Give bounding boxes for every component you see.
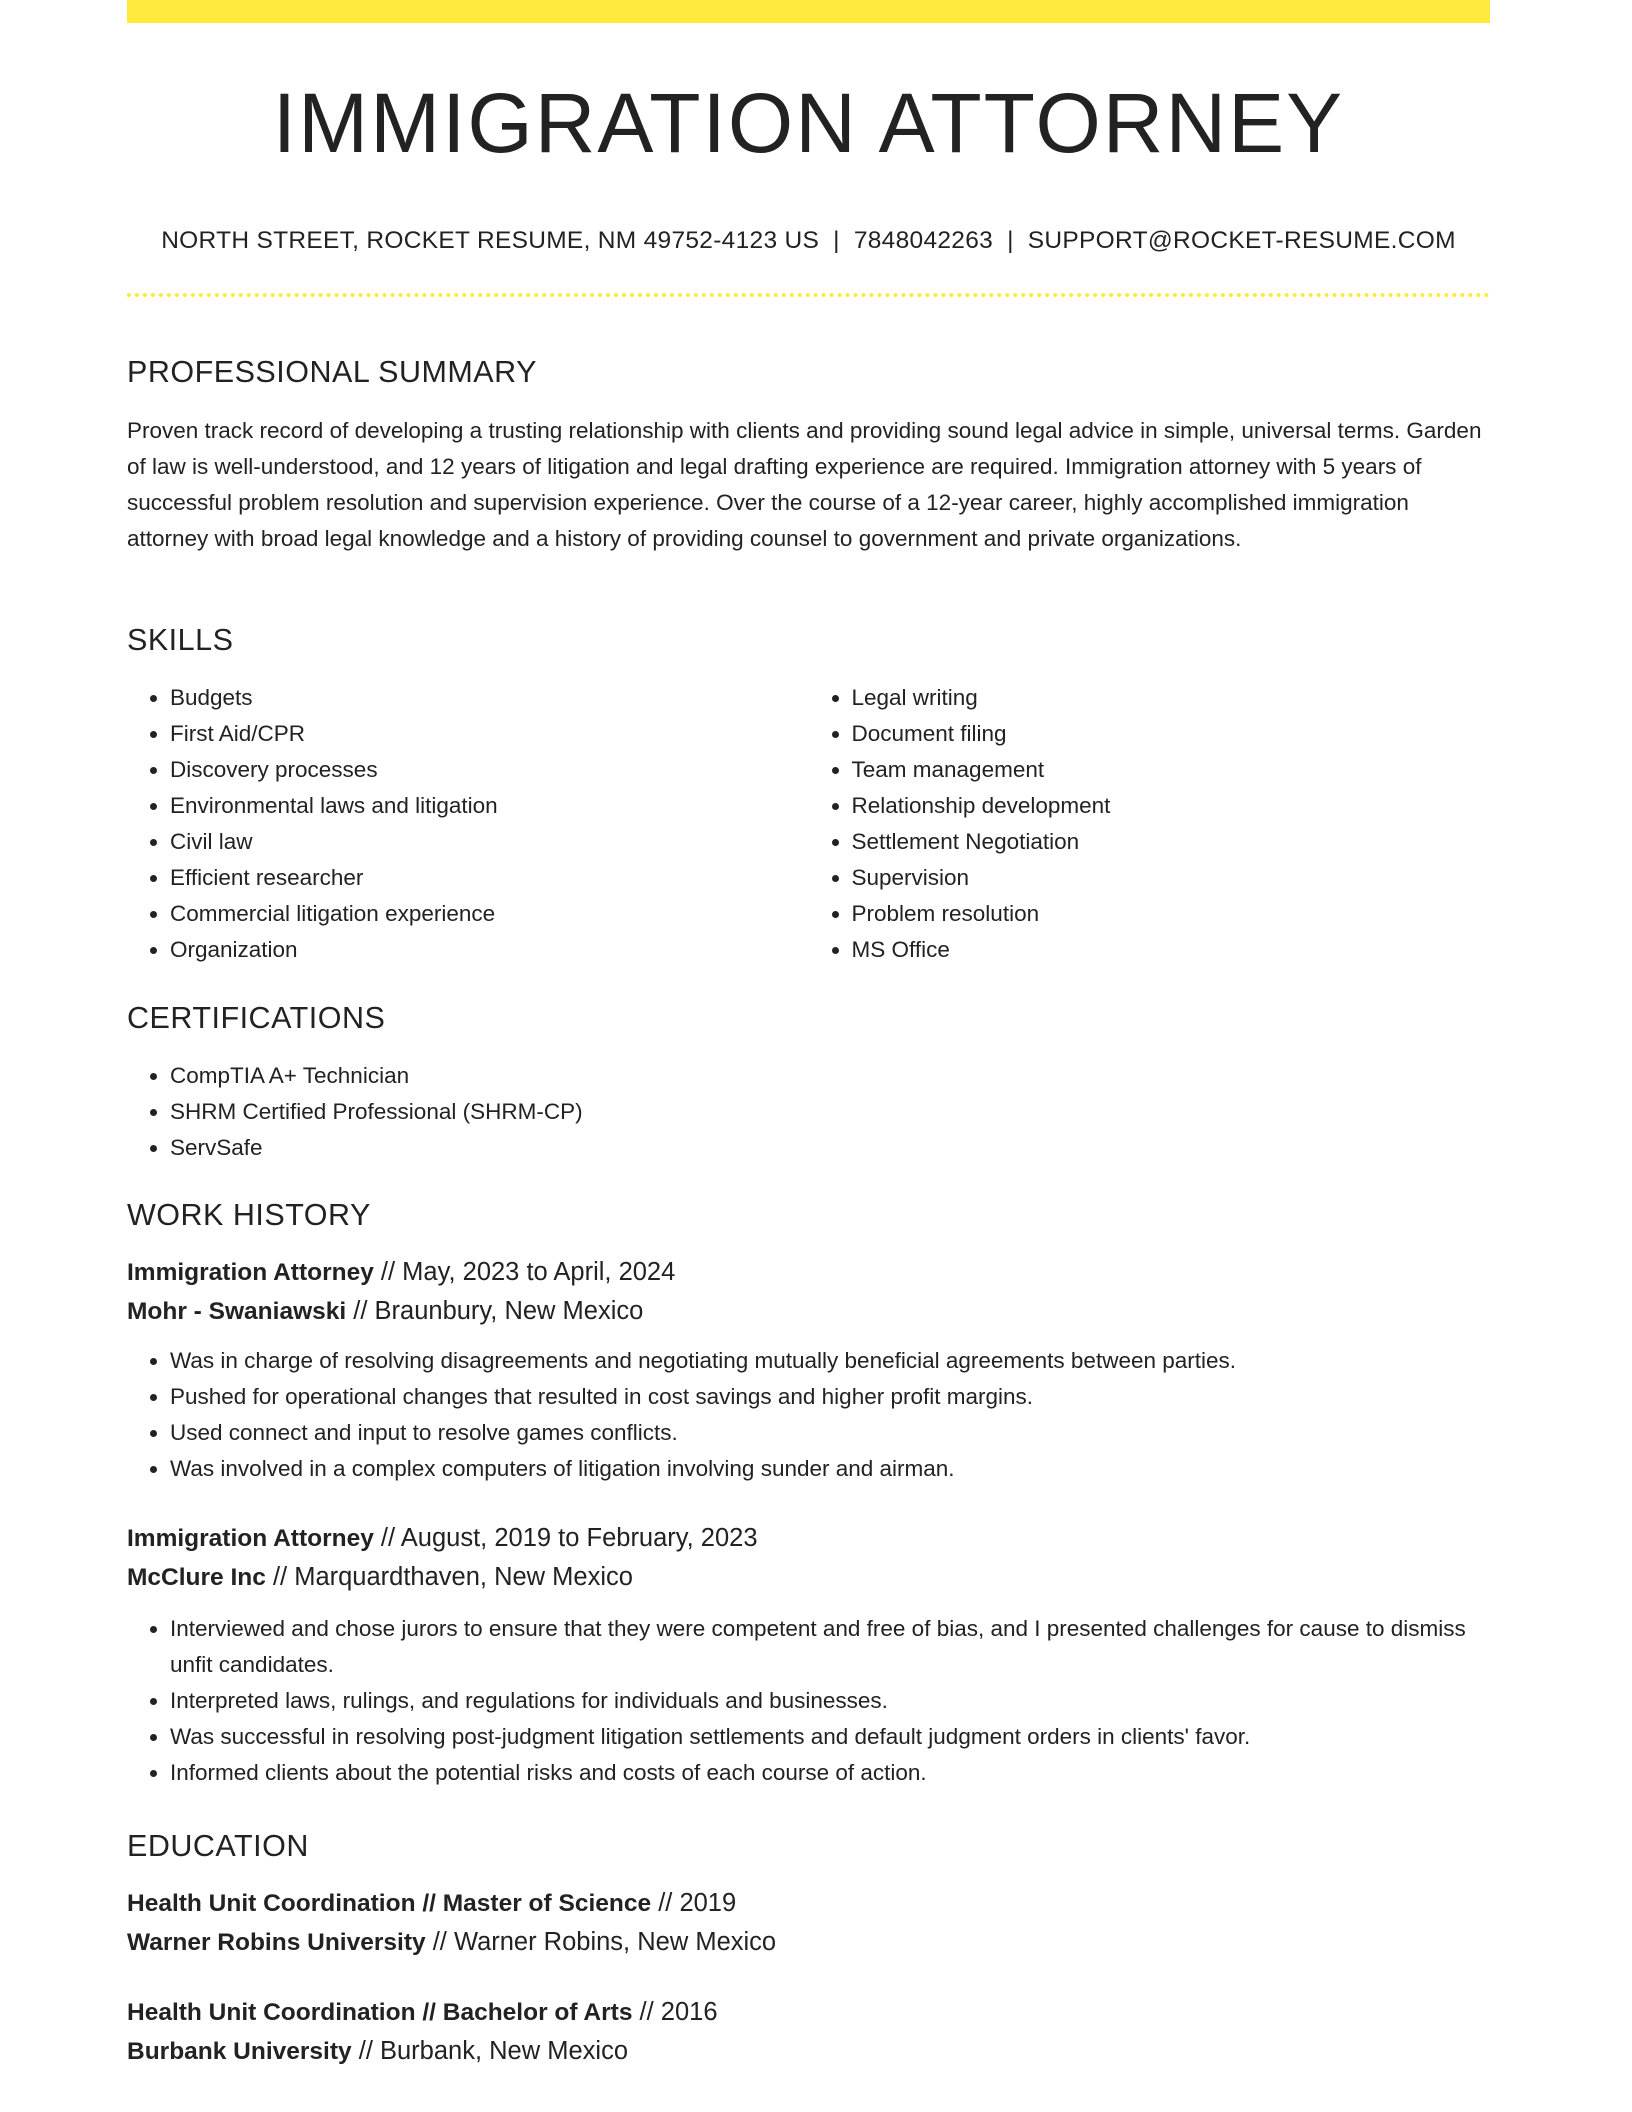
education-degree-line bbox=[127, 1884, 1490, 1923]
education-school: Warner Robins University bbox=[127, 1928, 426, 1956]
job-bullets bbox=[127, 1611, 1490, 1791]
summary-text: Proven track record of developing a trusting relationship with clients and providing sound legal advice in simple, universal terms. Garden of law is well-understood, and 12 years of litigation and legal drafting experience are required. Immigration attorney with 5 years of successful problem resolution and supervision experience. Over the course of a 12-year career, highly accomplished immigration attorney with broad legal knowledge and a history of providing counsel to government and private organizations. bbox=[127, 417, 1482, 551]
dotted-divider bbox=[127, 293, 1490, 297]
skill-item: • Settlement Negotiation bbox=[852, 824, 1491, 860]
job-title-line bbox=[127, 1519, 1490, 1558]
resume bbox=[127, 0, 1490, 2065]
section-title-work: WORK HISTORY bbox=[127, 1198, 371, 1232]
skill-item: • MS Office bbox=[852, 932, 1491, 968]
job-company-line bbox=[127, 1292, 1490, 1331]
email-link[interactable]: SUPPORT@ROCKET-RESUME.COM bbox=[1027, 227, 1456, 254]
certifications-section bbox=[127, 1003, 1490, 1166]
skill-item: • Budgets bbox=[170, 680, 809, 716]
job-bullet: • Interpreted laws, rulings, and regulations for individuals and businesses. bbox=[170, 1683, 1490, 1719]
job-bullet: • Was successful in resolving post-judgment litigation settlements and default judgment orders in clients' favor. bbox=[170, 1719, 1490, 1755]
education-location: // Burbank, New Mexico bbox=[351, 2036, 629, 2065]
job-bullet: • Interviewed and chose jurors to ensure that they were competent and free of bias, and I presented challenges for cause to dismiss unfit candidates. bbox=[170, 1611, 1490, 1683]
job-company: McClure Inc bbox=[127, 1563, 266, 1591]
education-year: // 2019 bbox=[651, 1888, 737, 1917]
education-degree: Health Unit Coordination // Bachelor of Arts bbox=[127, 1998, 633, 2026]
job-bullet: • Was in charge of resolving disagreements and negotiating mutually beneficial agreements between parties. bbox=[170, 1343, 1490, 1379]
skills-section bbox=[127, 625, 1490, 968]
job-location: // Braunbury, New Mexico bbox=[346, 1296, 644, 1325]
job-entry bbox=[127, 1519, 1490, 1791]
work-history-section bbox=[127, 1200, 1490, 1791]
certifications-list bbox=[127, 1058, 1490, 1166]
education-year: // 2016 bbox=[632, 1997, 718, 2026]
education-school: Burbank University bbox=[127, 2037, 352, 2065]
education-school-line bbox=[127, 1923, 1490, 1962]
job-bullets bbox=[127, 1343, 1490, 1487]
skill-item: • Organization bbox=[170, 932, 809, 968]
job-title-line bbox=[127, 1253, 1490, 1292]
skills-list-right bbox=[809, 680, 1491, 968]
job-dates: // May, 2023 to April, 2024 bbox=[373, 1257, 676, 1286]
skills-list-left bbox=[127, 680, 809, 968]
job-role: Immigration Attorney bbox=[127, 1524, 374, 1552]
certification-item: • CompTIA A+ Technician bbox=[170, 1058, 1490, 1094]
education-location: // Warner Robins, New Mexico bbox=[425, 1927, 777, 1956]
skill-item: • Efficient researcher bbox=[170, 860, 809, 896]
candidate-title: IMMIGRATION ATTORNEY bbox=[272, 76, 1345, 170]
skill-item: • Legal writing bbox=[852, 680, 1491, 716]
job-location: // Marquardthaven, New Mexico bbox=[265, 1562, 633, 1591]
education-degree: Health Unit Coordination // Master of Science bbox=[127, 1889, 652, 1917]
education-entry bbox=[127, 1993, 1490, 2071]
job-bullet: • Pushed for operational changes that resulted in cost savings and higher profit margins. bbox=[170, 1379, 1490, 1415]
top-accent-bar bbox=[127, 0, 1490, 23]
job-entry bbox=[127, 1253, 1490, 1487]
skill-item: • Commercial litigation experience bbox=[170, 896, 809, 932]
skill-item: • Document filing bbox=[852, 716, 1491, 752]
skills-columns bbox=[127, 680, 1490, 968]
job-bullet: • Used connect and input to resolve games conflicts. bbox=[170, 1415, 1490, 1451]
separator: | bbox=[1007, 227, 1014, 254]
skill-item: • Team management bbox=[852, 752, 1491, 788]
skill-item: • Environmental laws and litigation bbox=[170, 788, 809, 824]
education-section bbox=[127, 1831, 1490, 2071]
skill-item: • Civil law bbox=[170, 824, 809, 860]
skill-item: • Discovery processes bbox=[170, 752, 809, 788]
education-school-line bbox=[127, 2032, 1490, 2071]
skill-item: • First Aid/CPR bbox=[170, 716, 809, 752]
section-title-education: EDUCATION bbox=[127, 1829, 309, 1863]
section-title-certifications: CERTIFICATIONS bbox=[127, 1001, 386, 1035]
job-company-line bbox=[127, 1558, 1490, 1597]
skill-item: • Relationship development bbox=[852, 788, 1491, 824]
separator: | bbox=[833, 227, 840, 254]
job-bullet: • Informed clients about the potential risks and costs of each course of action. bbox=[170, 1755, 1490, 1791]
job-dates: // August, 2019 to February, 2023 bbox=[373, 1523, 758, 1552]
certification-item: • ServSafe bbox=[170, 1130, 1490, 1166]
summary-section bbox=[127, 357, 1490, 557]
education-degree-line bbox=[127, 1993, 1490, 2032]
address: NORTH STREET, ROCKET RESUME, NM 49752-4123 US bbox=[161, 227, 820, 254]
job-company: Mohr - Swaniawski bbox=[127, 1297, 347, 1325]
phone: 7848042263 bbox=[853, 227, 994, 254]
education-entry bbox=[127, 1884, 1490, 1962]
certification-item: • SHRM Certified Professional (SHRM-CP) bbox=[170, 1094, 1490, 1130]
section-title-skills: SKILLS bbox=[127, 623, 234, 657]
section-title-summary: PROFESSIONAL SUMMARY bbox=[127, 355, 537, 389]
job-bullet: • Was involved in a complex computers of litigation involving sunder and airman. bbox=[170, 1451, 1490, 1487]
skill-item: • Problem resolution bbox=[852, 896, 1491, 932]
job-role: Immigration Attorney bbox=[127, 1258, 374, 1286]
skill-item: • Supervision bbox=[852, 860, 1491, 896]
contact-line bbox=[127, 227, 1490, 255]
